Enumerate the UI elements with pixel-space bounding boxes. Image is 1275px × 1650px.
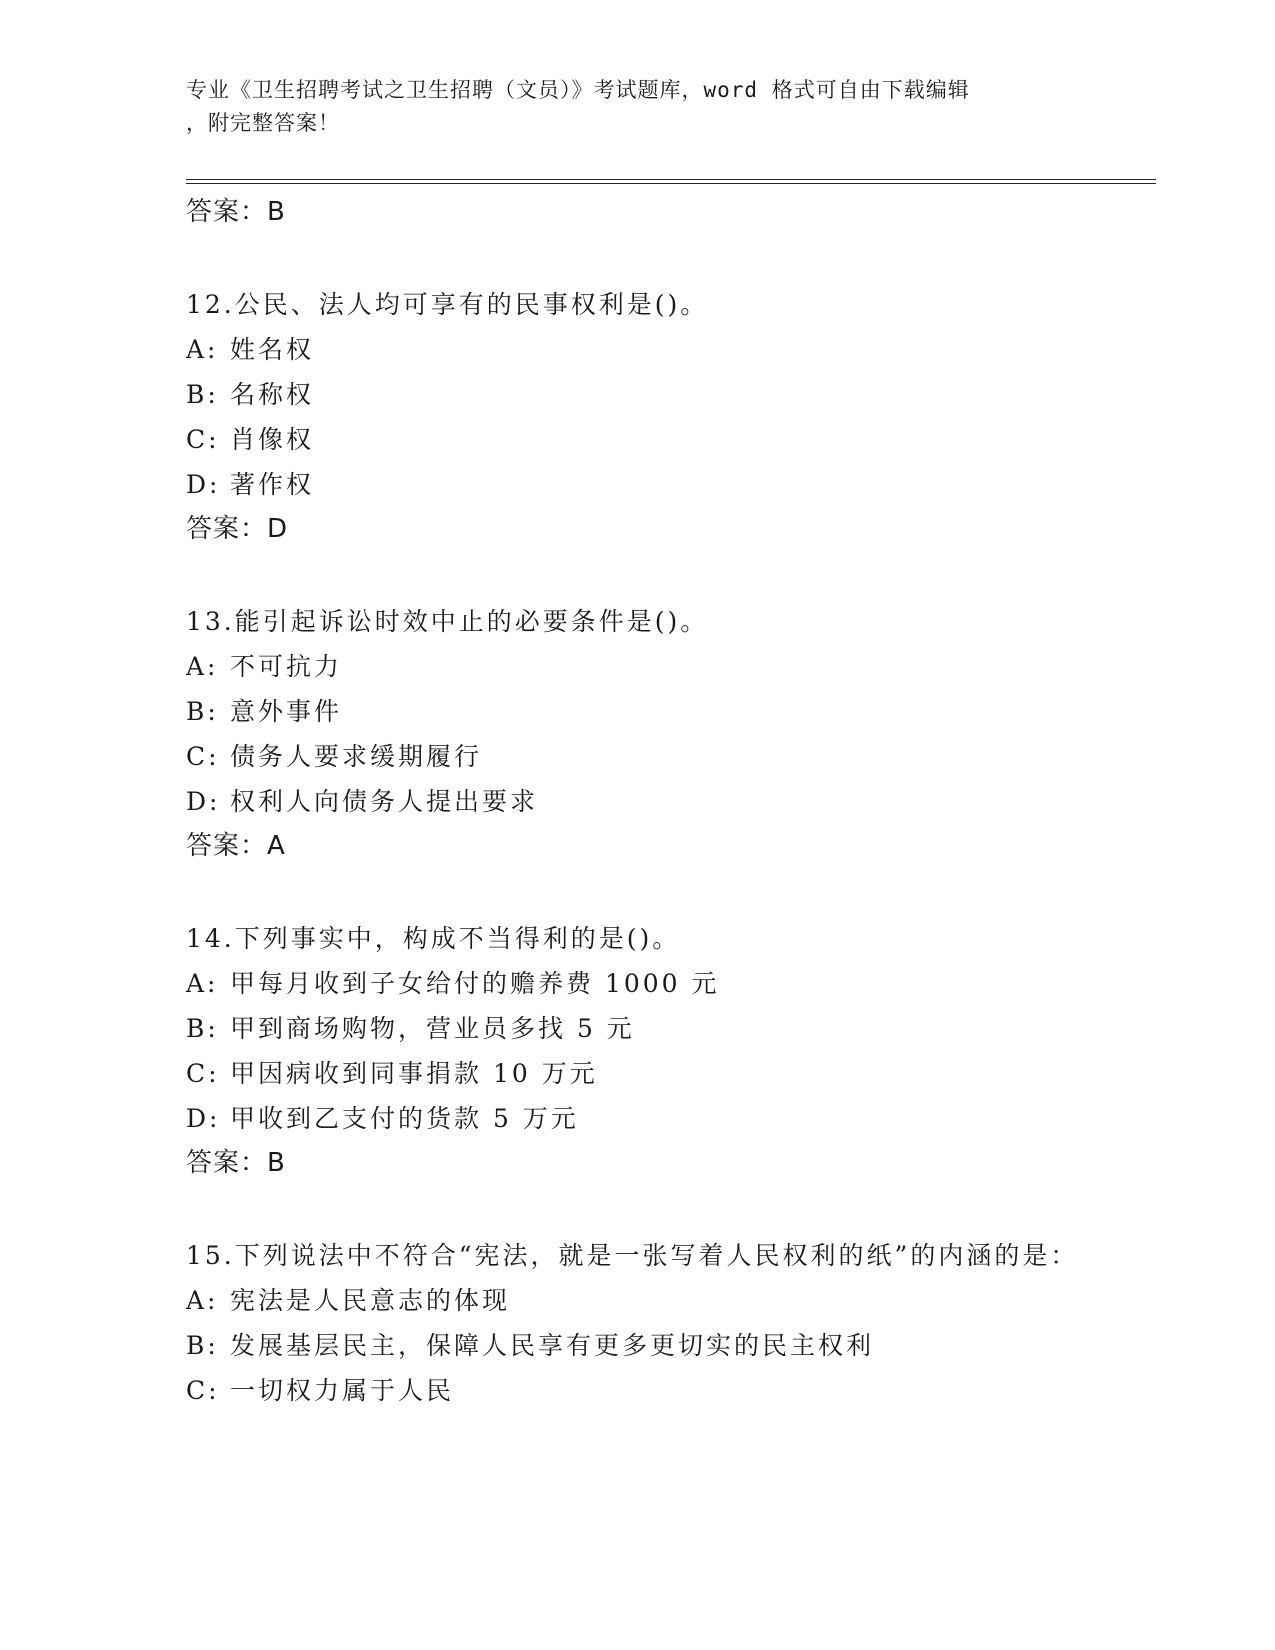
option-d: D: 著作权 [186, 470, 315, 499]
option-b: B: 发展基层民主，保障人民享有更多更切实的民主权利 [186, 1331, 875, 1360]
header-divider-second [186, 183, 1156, 184]
question-list [186, 190, 1086, 1413]
answer-value: A [267, 831, 286, 861]
option-c: C: 债务人要求缓期履行 [186, 742, 483, 771]
answer-value: B [267, 197, 286, 227]
option-a: A: 不可抗力 [186, 652, 343, 681]
question-text: 13.能引起诉讼时效中止的必要条件是()。 [186, 607, 709, 636]
header-line-2: ，附完整答案！ [186, 111, 340, 135]
answer-line: 答案：B [186, 1148, 286, 1178]
question-text: 12.公民、法人均可享有的民事权利是()。 [186, 290, 709, 319]
answer-line: 答案：A [186, 831, 286, 861]
option-b: B: 名称权 [186, 380, 315, 409]
question-text: 15.下列说法中不符合“宪法，就是一张写着人民权利的纸”的内涵的是： [186, 1241, 1079, 1270]
answer-value: D [267, 514, 289, 544]
header-divider [186, 179, 1156, 180]
option-c: C: 一切权力属于人民 [186, 1376, 455, 1405]
option-c: C: 甲因病收到同事捐款 10 万元 [186, 1059, 598, 1088]
option-d: D: 权利人向债务人提出要求 [186, 787, 539, 816]
answer-line: 答案：D [186, 514, 289, 544]
option-b: B: 意外事件 [186, 697, 343, 726]
option-b: B: 甲到商场购物，营业员多找 5 元 [186, 1014, 635, 1043]
option-a: A: 姓名权 [186, 335, 315, 364]
option-a: A: 宪法是人民意志的体现 [186, 1286, 511, 1315]
question-text: 14.下列事实中，构成不当得利的是()。 [186, 924, 681, 953]
option-d: D: 甲收到乙支付的货款 5 万元 [186, 1104, 579, 1133]
answer-prefix: 答案： [186, 197, 268, 227]
document-header [186, 74, 1066, 140]
header-line-1: 专业《卫生招聘考试之卫生招聘（文员）》考试题库，word 格式可自由下载编辑 [186, 78, 970, 102]
option-a: A: 甲每月收到子女给付的赡养费 1000 元 [186, 969, 720, 998]
answer-value: B [267, 1148, 286, 1178]
option-c: C: 肖像权 [186, 425, 315, 454]
answer-line [186, 190, 1086, 235]
